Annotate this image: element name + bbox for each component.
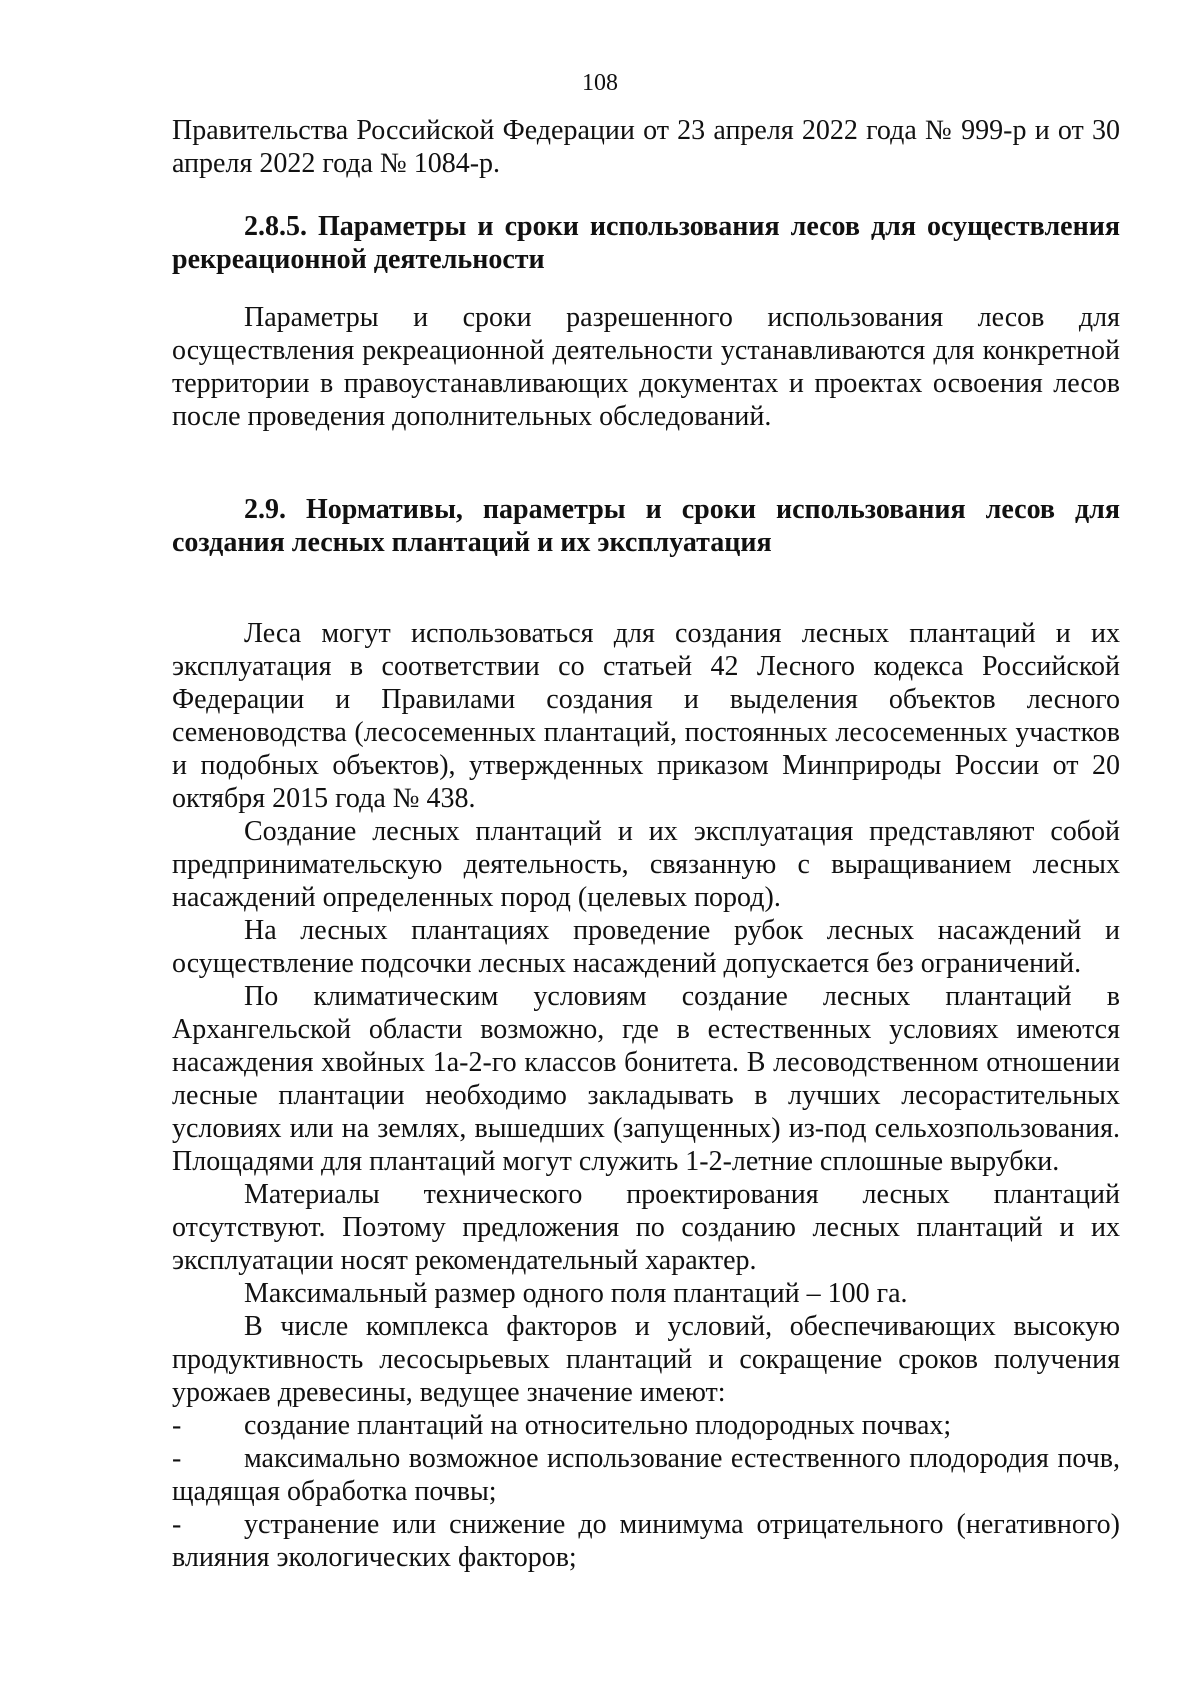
section-2-9-paragraph: Леса могут использоваться для создания лесных плантаций и их эксплуатация в соответствии со статьей 42 Лесного кодекса Российской Федерации и Правилами создания и выделения объектов лесного семеноводства (лесосеменных плантаций, постоянных лесосеменных участков и подобных объектов), утвержденных приказом Минприроды России от 20 октября 2015 года № 438. — [172, 618, 1120, 814]
section-2-8-5-paragraph: Параметры и сроки разрешенного использования лесов для осуществления рекреационной деятельности устанавливаются для конкретной территории в правоустанавливающих документах и проектах освоения лесов после проведения дополнительных обследований. — [172, 302, 1120, 432]
bullet-text: максимально возможное использование естественного плодородия почв, щадящая обработка почвы; — [172, 1443, 1120, 1507]
page-number: 108 — [582, 70, 618, 96]
bullet-item — [172, 1409, 1120, 1442]
section-2-9-paragraph: Максимальный размер одного поля плантаций – 100 га. — [244, 1278, 908, 1309]
section-2-9-paragraph: Создание лесных плантаций и их эксплуатация представляют собой предпринимательскую деятельность, связанную с выращиванием лесных насаждений определенных пород (целевых пород). — [172, 816, 1120, 913]
section-2-9-paragraph: Материалы технического проектирования лесных плантаций отсутствуют. Поэтому предложения по созданию лесных плантаций и их эксплуатации носят рекомендательный характер. — [172, 1179, 1120, 1276]
bullet-item — [172, 1508, 1120, 1574]
bullet-marker: - — [172, 1443, 182, 1474]
section-2-9-paragraph: В числе комплекса факторов и условий, обеспечивающих высокую продуктивность лесосырьевых плантаций и сокращение сроков получения урожаев древесины, ведущее значение имеют: — [172, 1311, 1120, 1408]
bullet-item — [172, 1442, 1120, 1508]
bullet-marker: - — [172, 1509, 182, 1540]
document-body — [172, 114, 1120, 1574]
section-heading-2-9: 2.9. Нормативы, параметры и сроки использования лесов для создания лесных плантаций и их эксплуатация — [172, 494, 1120, 558]
bullet-text: создание плантаций на относительно плодородных почвах; — [244, 1410, 952, 1441]
bullet-text: устранение или снижение до минимума отрицательного (негативного) влияния экологических факторов; — [172, 1509, 1120, 1573]
section-heading-2-8-5: 2.8.5. Параметры и сроки использования лесов для осуществления рекреационной деятельности — [172, 211, 1120, 275]
section-2-9-paragraph: По климатическим условиям создание лесных плантаций в Архангельской области возможно, где в естественных условиях имеются насаждения хвойных 1а-2-го классов бонитета. В лесоводственном отношении лесные плантации необходимо закладывать в лучших лесорастительных условиях или на землях, вышедших (запущенных) из-под сельхозпользования. Площадями для плантаций могут служить 1-2-летние сплошные вырубки. — [172, 981, 1120, 1177]
intro-paragraph: Правительства Российской Федерации от 23 апреля 2022 года № 999-р и от 30 апреля 2022 года № 1084-р. — [172, 115, 1120, 179]
section-2-9-paragraph: На лесных плантациях проведение рубок лесных насаждений и осуществление подсочки лесных насаждений допускается без ограничений. — [172, 915, 1120, 979]
bullet-marker: - — [172, 1410, 182, 1441]
